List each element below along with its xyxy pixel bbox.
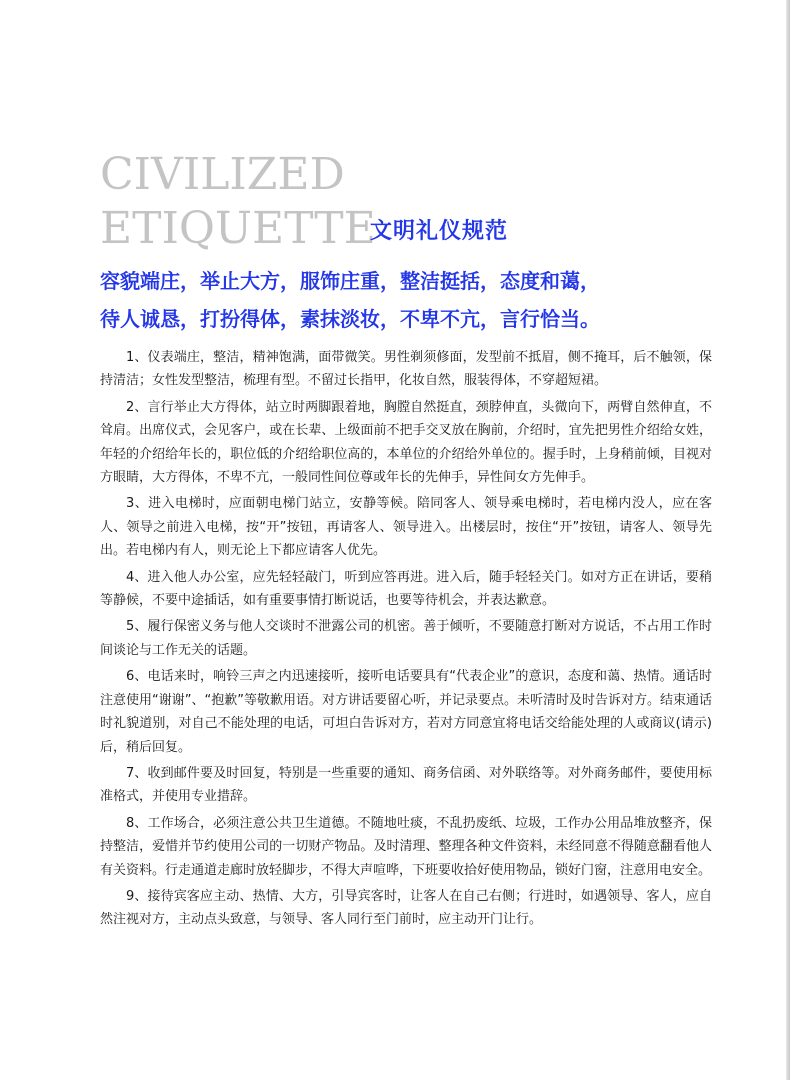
rule-paragraph-8: 8、工作场合，必须注意公共卫生道德。不随地吐痰，不乱扔废纸、垃圾，工作办公用品堆放整齐，保持整洁，爱惜并节约使用公司的一切财产物品。及时清理、整理各种文件资料，未经同意不得随意翻看他人有关资料。行走通道走廊时放轻脚步，不得大声喧哗，下班要收拾好使用物品，锁好门窗，注意用电安全。 (100, 815, 712, 878)
rule-paragraph-4: 4、进入他人办公室，应先轻轻敲门，听到应答再进。进入后，随手轻轻关门。如对方正在讲话，要稍等静候，不要中途插话，如有重要事情打断说话，也要等待机会，并表达歉意。 (100, 569, 712, 609)
english-title-line-2: ETIQUETTE (100, 203, 376, 254)
etiquette-rules (100, 346, 712, 935)
english-title-line-1: CIVILIZED (100, 149, 345, 200)
slogan-line-1: 容貌端庄，举止大方，服饰庄重，整洁挺括，态度和蔼， (100, 269, 600, 293)
rule-paragraph-6: 6、电话来时，响铃三声之内迅速接听，接听电话要具有“代表企业”的意识，态度和蔼、热情。通话时注意使用“谢谢”、“抱歉”等敬歉用语。对方讲话要留心听，并记录要点。未听清时及时告诉对方。结束通话时礼貌道别，对自己不能处理的电话，可坦白告诉对方，若对方同意宜将电话交给能处理的人或商议(请示)后，稍后回复。 (100, 669, 712, 755)
rule-paragraph-5: 5、履行保密义务与他人交谈时不泄露公司的机密。善于倾听，不要随意打断对方说话，不占用工作时间谈论与工作无关的话题。 (100, 619, 712, 658)
rule-paragraph-9: 9、接待宾客应主动、热情、大方，引导宾客时，让客人在自己右侧；行进时，如遇领导、客人，应自然注视对方，主动点头致意，与领导、客人同行至门前时，应主动开门让行。 (100, 888, 712, 928)
slogan-line-2: 待人诚恳，打扮得体，素抹淡妆，不卑不亢，言行恰当。 (100, 307, 600, 331)
rule-paragraph-7: 7、收到邮件要及时回复，特别是一些重要的通知、商务信函、对外联络等。对外商务邮件，要使用标准格式，并使用专业措辞。 (100, 765, 712, 805)
rule-paragraph-1: 1、仪表端庄，整洁，精神饱满，面带微笑。男性剃须修面，发型前不抵眉，侧不掩耳，后不触领，保持清洁；女性发型整洁，梳理有型。不留过长指甲，化妆自然，服装得体，不穿超短裙。 (100, 350, 712, 389)
slogan (100, 262, 720, 338)
english-title (100, 148, 376, 256)
page-edge-shadow (786, 0, 790, 1080)
rule-paragraph-3: 3、进入电梯时，应面朝电梯门站立，安静等候。陪同客人、领导乘电梯时，若电梯内没人，应在客人、领导之前进入电梯，按“开”按钮，再请客人、领导进入。出楼层时，按住“开”按钮，请客人、领导先出。若电梯内有人，则无论上下都应请客人优先。 (100, 496, 712, 559)
rule-paragraph-2: 2、言行举止大方得体，站立时两脚跟着地，胸膛自然挺直，颈脖伸直，头微向下，两臂自然伸直，不耸肩。出席仪式，会见客户，或在长辈、上级面前不把手交叉放在胸前，介绍时，宜先把男性介绍给女姓，年轻的介绍给年长的，职位低的介绍给职位高的，本单位的介绍给外单位的。握手时，上身稍前倾，目视对方眼睛，大方得体，不卑不亢，一般同性间位尊或年长的先伸手，异性间女方先伸手。 (100, 399, 712, 486)
chinese-title: 文明礼仪规范 (370, 219, 509, 244)
